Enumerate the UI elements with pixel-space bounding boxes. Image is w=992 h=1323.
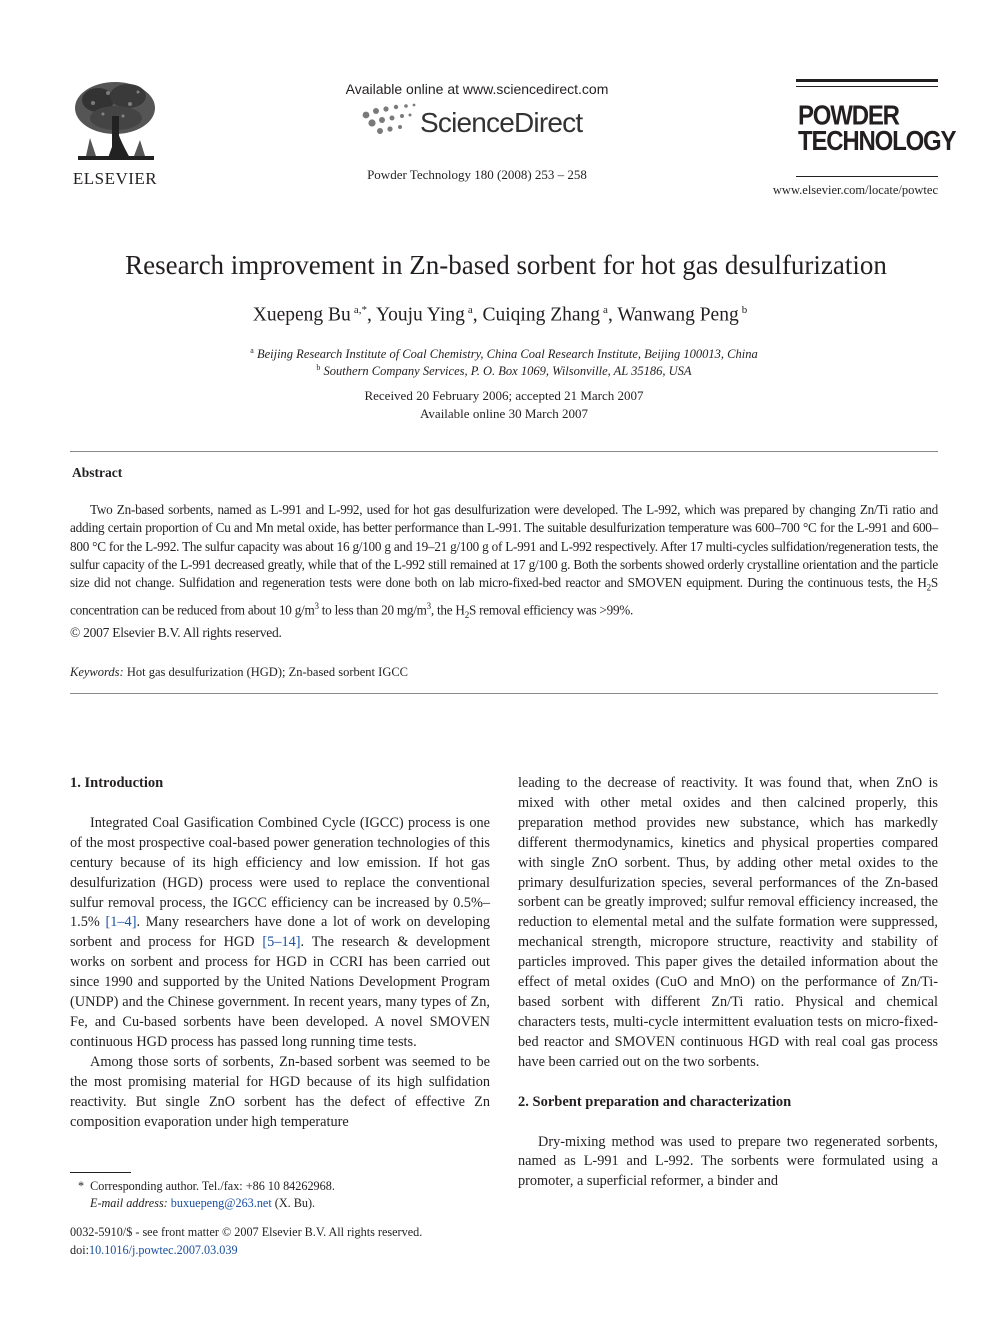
journal-logo-line2: TECHNOLOGY [798,125,956,157]
abstract-text: Two Zn-based sorbents, named as L-991 and L-992, used for hot gas desulfurization were developed. The L-992, which was prepared by changing Zn/Ti ratio and adding certain proportion of Cu and Mn metal oxide, has better performance than L-991. The suitable desulfurization temperature was 600–700 °C for the L-991 and 600–800 °C for the L-992. The sulfur capacity was about 16 g/100 g and 19–21 g/100 g of L-991 and L-992 respectively. After 17 multi-cycles sulfidation/regeneration tests, the sulfur capacity of the L-991 decreased greatly, while that of the L-992 still remained at 17 g/100 g. Both the sorbents showed orderly crystalline orientation and the particle size did not change. Sulfidation and regeneration tests were done both on lab micro-fixed-bed reactor and SMOVEN equipment. During the continuous tests, the $H_2S$ concentration can be reduced from about 10 $g/m^3$ to less than 20 $mg/m^3$, the $H_2S$ removal efficiency was >99%. [70,502,938,621]
email-link[interactable]: buxuepeng@263.net [170,1196,272,1210]
author-affiliation-mark: a [467,304,473,316]
author-name[interactable]: Cuiqing Zhang [482,304,601,326]
paragraph: leading to the decrease of reactivity. It was found that, when ZnO is mixed with other metal oxides and then calcined properly, this preparation method provides new substance, which has markedly different thermodynamics, kinetics and physical properties compared with single ZnO sorbent. Thus, by adding other metal oxides to the primary desulfurization species, several performances of the Zn-based sorbent can be greatly improved; sulfur removal efficiency increased, the reduction to elemental metal and the sulfate formation were suppressed, mechanical strength, micropore structure, reactivity and stability of particles improved. This paper gives the detailed information about the effect of metal oxides (CuO and MnO) on the performance of Zn/Ti-based sorbent with different Zn/Ti ratio. Physical and chemical characters tests, multi-cycle intermittent evaluation tests on micro-fixed-bed reactor and SMOVEN continuous HGD with real coal gas process have been carried out on the two sorbents. [518,775,938,1070]
left-column [70,774,490,1132]
footnote [70,1178,490,1212]
available-date: Available online 30 March 2007 [420,406,588,421]
elsevier-tree-icon [68,78,162,164]
keywords-text: Hot gas desulfurization (HGD); Zn-based sorbent IGCC [126,665,409,679]
elsevier-logo [68,78,162,188]
doi-link[interactable]: 10.1016/j.powtec.2007.03.039 [88,1243,238,1257]
author-name[interactable]: Wanwang Peng [617,304,739,326]
author-affiliation-mark: a,* [353,304,367,316]
abstract-body [70,501,938,643]
keywords-label: Keywords: [70,665,124,679]
divider-top [70,451,938,452]
affiliation-text: Beijing Research Institute of Coal Chemistry, China Coal Research Institute, Beijing 100013, China [256,347,758,362]
author-name[interactable]: Youju Ying [375,304,465,326]
journal-citation: Powder Technology 180 (2008) 253 – 258 [367,167,587,182]
sciencedirect-dots-icon [360,101,418,141]
journal-logo-rule-top2 [796,86,938,87]
journal-logo-rule-top [796,79,938,82]
right-column [518,774,938,1192]
affiliation-a [100,346,908,362]
keywords [70,665,408,680]
paragraph: Integrated Coal Gasification Combined Cycle (IGCC) process is one of the most prospective coal-based power generation technologies of this century because of its high efficiency and low emission. If hot gas desulfurization (HGD) process were used to replace the conventional sulfur removal process, the IGCC efficiency can be increased by 0.5%–1.5% [1–4]. Many researchers have done a lot of work on developing sorbent and process for HGD [5–14]. The research & development works on sorbent and process for HGD in CCRI has been carried out since 1990 and supported by the United Nations Development Program (UNDP) and the Chinese government. In recent years, many types of Zn, Fe, and Cu-based sorbents have been developed. A novel SMOVEN continuous HGD process has passed long running time tests. [70,814,491,1050]
abstract-copyright: © 2007 Elsevier B.V. All rights reserved. [70,625,282,641]
affiliation-mark: a [250,346,254,355]
front-matter [70,1223,500,1259]
affiliation-b [100,363,908,379]
section-heading: 1. Introduction [70,775,164,791]
corresponding-author: * Corresponding author. Tel./fax: +86 10 84262968. [78,1179,335,1193]
abstract-heading: Abstract [72,465,123,480]
doi-line: doi:10.1016/j.powtec.2007.03.039 [70,1243,238,1257]
paragraph: Among those sorts of sorbents, Zn-based sorbent was seemed to be the most promising material for HGD because of its high sulfidation reactivity. But single ZnO sorbent has the defect of effective Zn composition evaporation under high temperature [70,1053,490,1130]
journal-logo-line1: POWDER [798,100,899,132]
section-heading: 2. Sorbent preparation and characterization [518,1093,792,1110]
email-line: E-mail address: buxuepeng@263.net (X. Bu). [90,1196,316,1210]
footnote-rule [70,1172,131,1173]
journal-url[interactable]: www.elsevier.com/locate/powtec [772,183,938,197]
divider-bottom [70,693,938,694]
available-online-text: Available online at www.sciencedirect.com [345,81,609,97]
affiliation-mark: b [316,363,321,372]
issn-line: 0032-5910/$ - see front matter © 2007 Elsevier B.V. All rights reserved. [70,1225,423,1239]
publisher-name: ELSEVIER [72,169,158,188]
sciencedirect-logo[interactable] [360,101,600,143]
journal-logo-rule-bottom [796,176,938,177]
author-list: Xuepeng Bu $^{a,*}$, Youju Ying $^a$, Cuiqing Zhang $^a$, Wanwang Peng $^b$ [252,304,748,326]
journal-logo [798,100,956,157]
received-dates: Received 20 February 2006; accepted 21 March 2007 [364,388,644,403]
citation-link[interactable]: [1–4] [105,914,137,931]
citation-link[interactable]: [5–14] [262,934,301,951]
sciencedirect-wordmark: ScienceDirect [420,107,583,138]
paragraph: Dry-mixing method was used to prepare two regenerated sorbents, named as L-991 and L-992. The sorbents were formulated using a promoter, a superficial reformer, a binder and [518,1133,938,1190]
author-name[interactable]: Xuepeng Bu [252,304,351,326]
affiliation-text: Southern Company Services, P. O. Box 1069, Wilsonville, AL 35186, USA [323,364,692,379]
author-affiliation-mark: b [741,304,748,316]
author-affiliation-mark: a [603,304,608,316]
article-title: Research improvement in Zn-based sorbent for hot gas desulfurization [125,250,887,280]
